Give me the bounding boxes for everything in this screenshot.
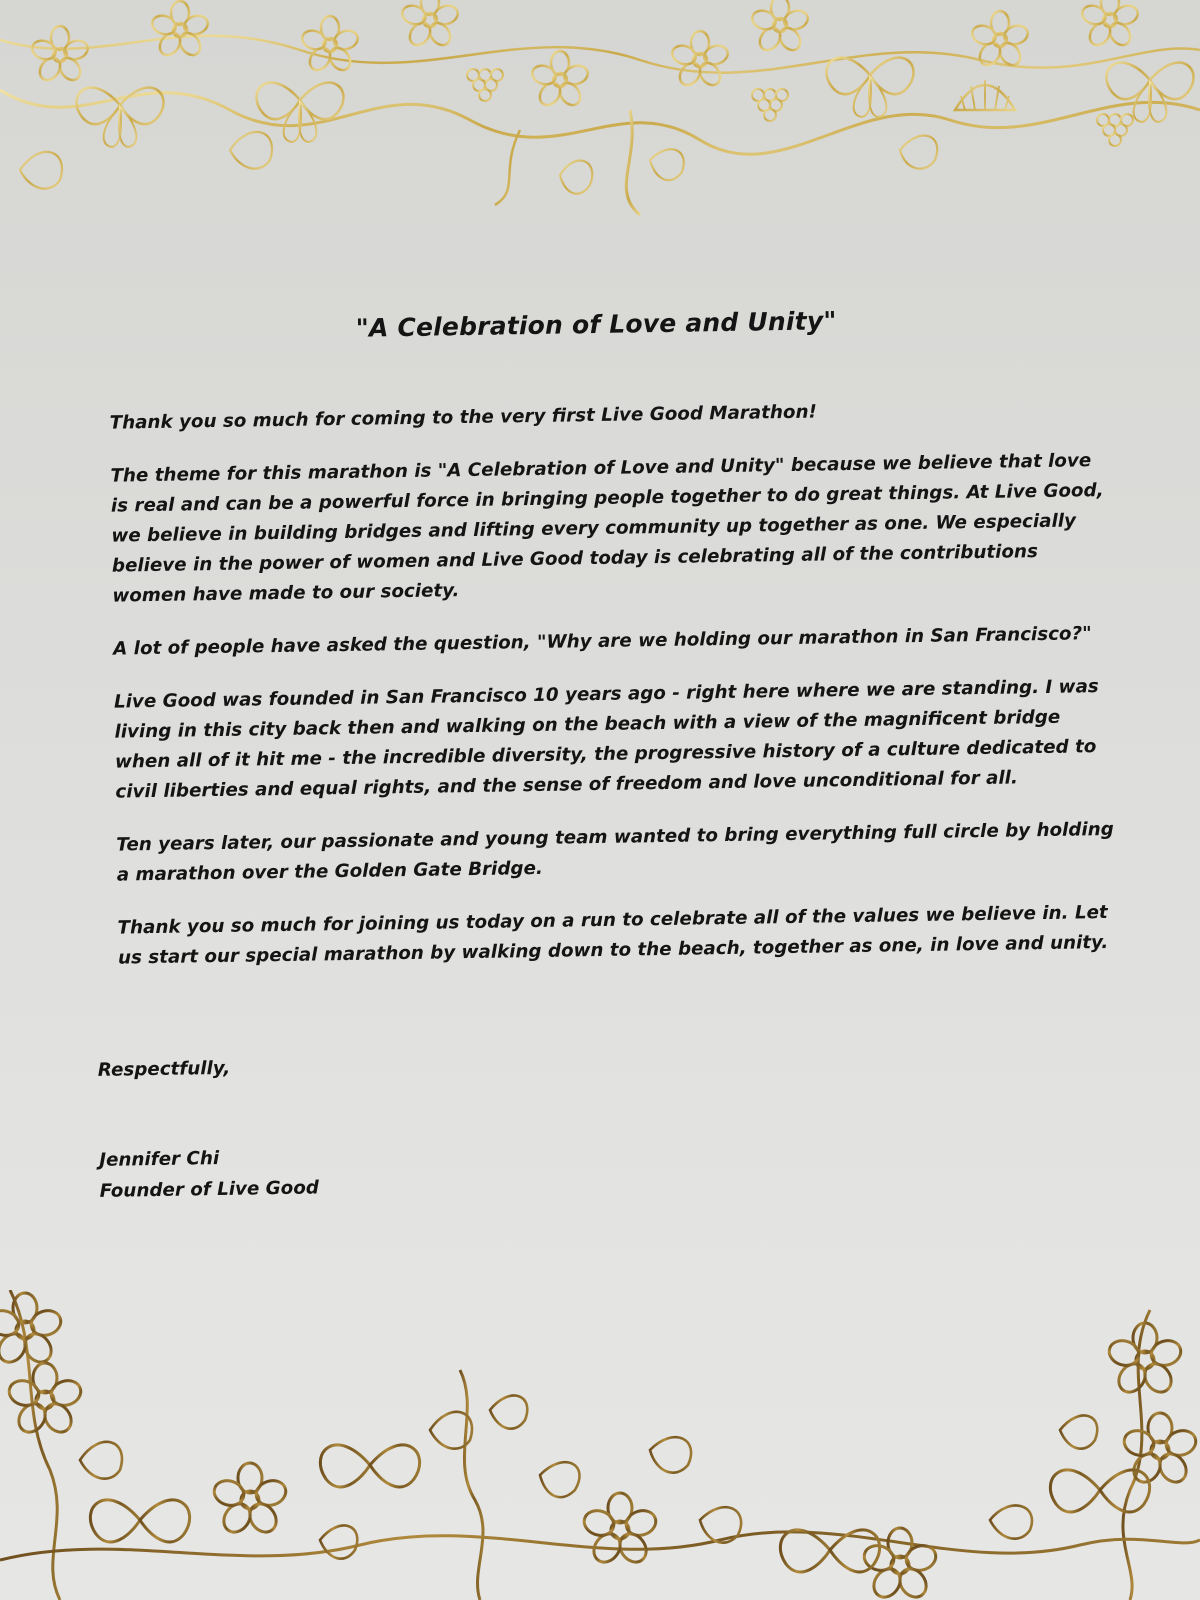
gold-foil-floral-border-bottom — [0, 1290, 1200, 1600]
signature-block — [99, 1129, 1120, 1207]
vine-icon — [0, 36, 1200, 215]
paragraph-ten-years: Ten years later, our passionate and young team wanted to bring everything full circle by holding a marathon over the Golden Gate Bridge. — [116, 818, 1114, 886]
paragraph-welcome: Thank you so much for coming to the very first Live Good Marathon! — [109, 401, 817, 434]
butterfly-icon — [76, 58, 1193, 147]
gold-foil-floral-border-top — [0, 0, 1200, 230]
flower-icon — [30, 0, 1140, 109]
letter-title: "A Celebration of Love and Unity" — [355, 306, 837, 343]
letter-body — [86, 302, 1120, 1207]
paragraph-thank-you: Thank you so much for joining us today on a run to celebrate all of the values we believe in. Let us start our special marathon by walking down to the beach, together as one, in love and unity. — [117, 902, 1109, 969]
signature-name: Jennifer Chi — [99, 1148, 220, 1171]
paragraph-question: A lot of people have asked the question, "Why are we holding our marathon in San Francisco?" — [113, 623, 1092, 660]
leaf-icon — [20, 132, 937, 194]
seashell-icon — [955, 80, 1015, 110]
paragraph-history: Live Good was founded in San Francisco 10 years ago - right here where we are standing. I was living in this city back then and walking on the beach with a view of the magnificent bridge when all of it hit me - the incredible diversity, the progressive history of a culture dedicated to civil liberties and equal rights, and the sense of freedom and love unconditional for all. — [113, 676, 1099, 803]
paragraph-theme: The theme for this marathon is "A Celebration of Love and Unity" because we believe that love is real and can be a powerful force in bringing people together to do great things. At Live Good, we believe in building bridges and lifting every community up together as one. We especially believe in the power of women and Live Good today is celebrating all of the contributions women have made to our society. — [110, 450, 1104, 607]
closing-salutation: Respectfully, — [97, 1057, 231, 1081]
signature-title: Founder of Live Good — [99, 1177, 320, 1202]
leaf-icon — [80, 1396, 1097, 1559]
vine-icon — [0, 1290, 1200, 1600]
